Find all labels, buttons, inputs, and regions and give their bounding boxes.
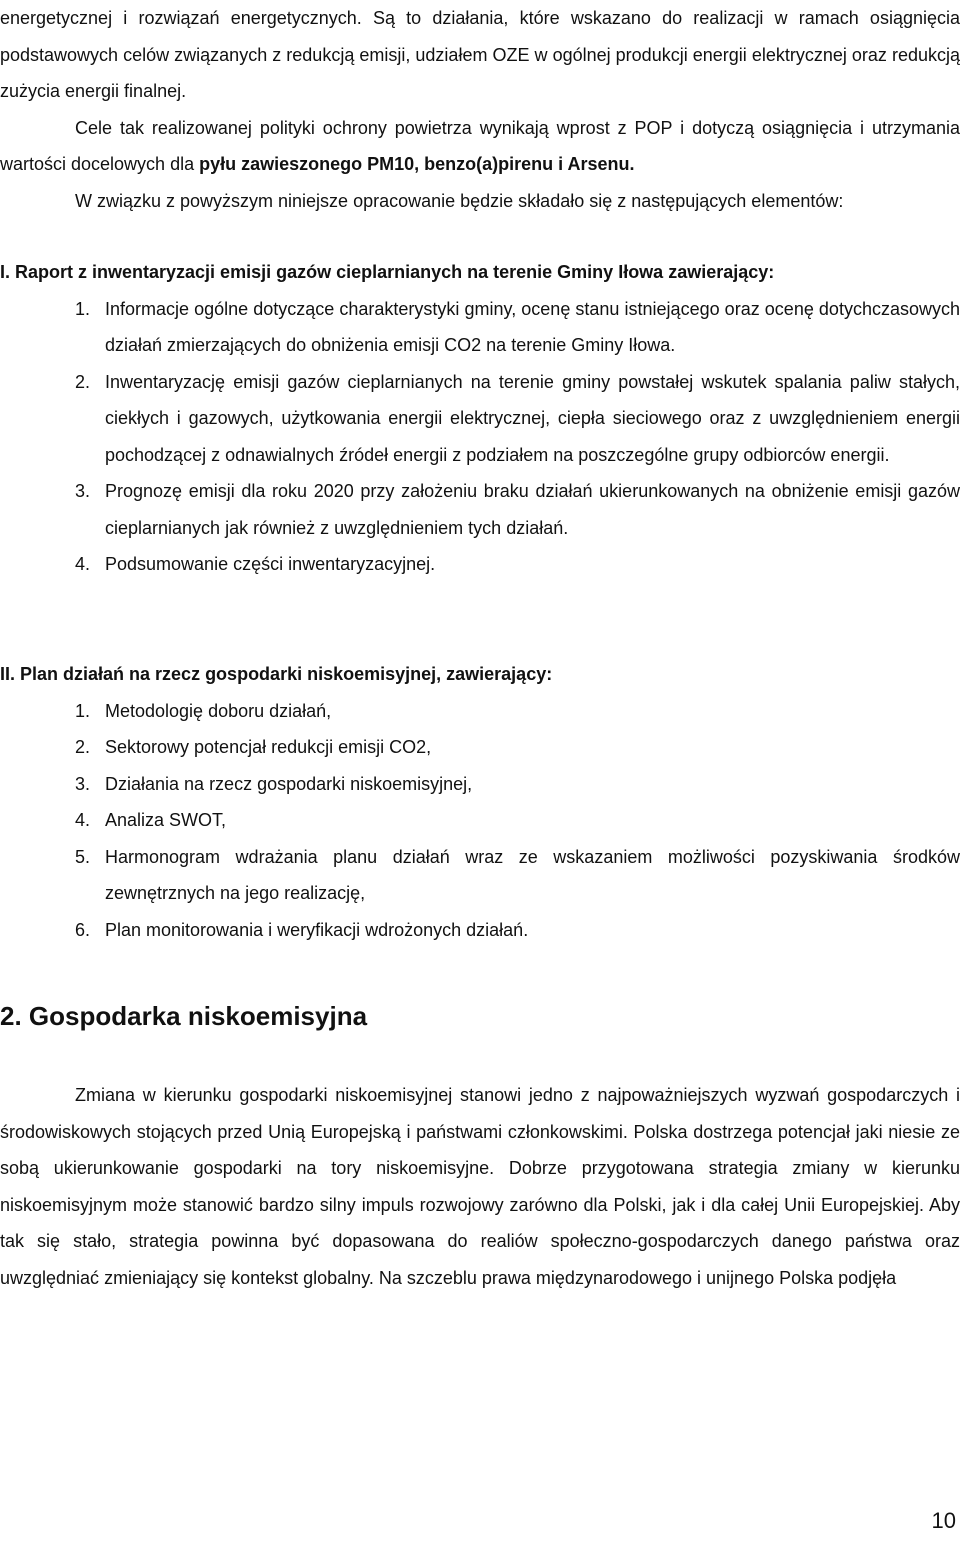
- list-item-text: Plan monitorowania i weryfikacji wdrożonych działań.: [105, 919, 529, 940]
- list-item-text: Metodologię doboru działań,: [105, 700, 332, 721]
- list-item: [0, 546, 960, 583]
- goals-paragraph: [0, 110, 960, 183]
- section-i-items: [0, 291, 960, 583]
- list-item-text: Analiza SWOT,: [105, 810, 227, 830]
- list-item-text: Inwentaryzację emisji gazów cieplarnianych na terenie gminy powstałej wskutek spalania paliw stałych, ciekłych i gazowych, użytkowania energii elektrycznej, ciepła sieciowego oraz z uwzględnieniem energii pochodzącej z odnawialnych źródeł energii z podziałem na poszczególne grupy odbiorców energii.: [105, 371, 960, 465]
- list-item-number: 5.: [75, 846, 91, 867]
- goals-text: Cele tak realizowanej polityki ochrony powietrza wynikają wprost z POP i dotyczą osiągnięcia i utrzymania wartości docelowych dla: [0, 117, 960, 174]
- list-item-text: Harmonogram wdrażania planu działań wraz ze wskazaniem możliwości pozyskiwania środków zewnętrznych na jego realizację,: [105, 846, 960, 903]
- section-i-title: I. Raport z inwentaryzacji emisji gazów cieplarnianych na terenie Gminy Iłowa zawierający:: [0, 262, 775, 282]
- page-number: 10: [931, 1508, 956, 1533]
- chapter-body: [0, 1077, 960, 1296]
- list-item-number: 4.: [75, 554, 91, 574]
- list-item-text: Działania na rzecz gospodarki niskoemisyjnej,: [105, 773, 473, 794]
- list-item-number: 1.: [75, 298, 91, 319]
- list-item-number: 2.: [75, 371, 91, 392]
- list-item-text: Prognozę emisji dla roku 2020 przy założeniu braku działań ukierunkowanych na obniżenie emisji gazów cieplarnianych jak również z uwzględnieniem tych działań.: [105, 481, 960, 538]
- list-item: [0, 766, 960, 803]
- list-item-number: 1.: [75, 700, 91, 721]
- list-item-number: 3.: [75, 773, 91, 794]
- goals-pollutants: pyłu zawieszonego PM10, benzo(a)pirenu i Arsenu.: [199, 154, 635, 174]
- list-item-number: 2.: [75, 737, 91, 757]
- list-item: [0, 839, 960, 912]
- list-item-number: 3.: [75, 481, 91, 501]
- list-item: [0, 729, 960, 766]
- list-item-number: 4.: [75, 810, 91, 830]
- intro-paragraph: energetycznej i rozwiązań energetycznych. Są to działania, które wskazano do realizacji w ramach osiągnięcia podstawowych celów związanych z redukcją emisji, udziałem OZE w ogólnej produkcji energii elektrycznej oraz redukcją zużycia energii finalnej.: [0, 8, 960, 101]
- list-item-text: Podsumowanie części inwentaryzacyjnej.: [105, 554, 436, 574]
- section-ii-title: II. Plan działań na rzecz gospodarki niskoemisyjnej, zawierający:: [0, 664, 553, 684]
- list-item: [0, 693, 960, 730]
- list-item-text: Informacje ogólne dotyczące charakterystyki gminy, ocenę stanu istniejącego oraz ocenę dotychczasowych działań zmierzających do obniżenia emisji CO2 na terenie Gminy Iłowa.: [105, 298, 960, 355]
- list-item: [0, 912, 960, 949]
- elements-paragraph: W związku z powyższym niniejsze opracowanie będzie składało się z następujących elementów:: [75, 190, 844, 211]
- chapter-heading: 2. Gospodarka niskoemisyjna: [0, 1001, 368, 1031]
- list-item-text: Sektorowy potencjał redukcji emisji CO2,: [105, 737, 432, 757]
- list-item: [0, 802, 960, 839]
- section-i: [0, 254, 960, 583]
- list-item-number: 6.: [75, 919, 91, 940]
- chapter-paragraph: Zmiana w kierunku gospodarki niskoemisyjnej stanowi jedno z najpoważniejszych wyzwań gospodarczych i środowiskowych stojących przed Unią Europejską i państwami członkowskimi. Polska dostrzega potencjał jaki niesie ze sobą ukierunkowanie gospodarki na tory niskoemisyjne. Dobrze przygotowana strategia zmiany w kierunku niskoemisyjnym może stanowić bardzo silny impuls rozwojowy zarówno dla Polski, jak i dla całej Unii Europejskiej. Aby tak się stało, strategia powinna być dopasowana do realiów społeczno-gospodarczych danego państwa oraz uwzględniać zmieniający się kontekst globalny. Na szczeblu prawa międzynarodowego i unijnego Polska podjęła: [0, 1085, 960, 1288]
- list-item: [0, 291, 960, 364]
- intro-block: [0, 0, 960, 219]
- section-ii-items: [0, 693, 960, 949]
- list-item: [0, 364, 960, 474]
- section-ii: [0, 656, 960, 948]
- list-item: [0, 473, 960, 546]
